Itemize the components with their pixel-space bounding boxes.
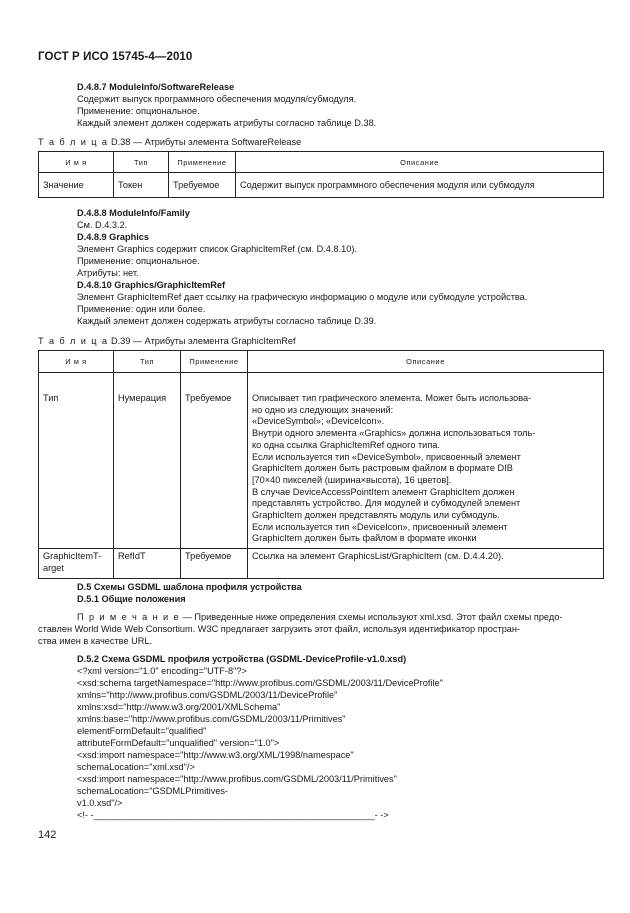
cell-type: RefIdT — [114, 549, 181, 578]
description-line: Если используется тип «DeviceIcon», присвоенный элемент — [252, 521, 508, 532]
paragraph-line: Применение: опциональное. — [77, 106, 200, 116]
paragraph-line: Атрибуты: нет. — [77, 268, 139, 278]
description-line: представлять устройство. Для модулей и субмодулей элемент — [252, 498, 521, 509]
code-line: schemaLocation="xml.xsd"/> — [77, 762, 195, 772]
document-header: ГОСТ Р ИСО 15745-4—2010 — [38, 51, 193, 63]
description-line: Описывает тип графического элемента. Может быть использова- — [252, 393, 532, 403]
table-d39 — [38, 350, 604, 579]
cell-name — [39, 549, 114, 578]
caption-text: D.38 — Атрибуты элемента SoftwareRelease — [110, 137, 302, 147]
code-line: <!- -_______________________________________________________- -> — [77, 810, 389, 820]
section-heading-d488: D.4.8.8 ModuleInfo/Family — [77, 208, 190, 218]
note-label: П р и м е ч а н и е — [77, 612, 181, 622]
column-header: Тип — [114, 351, 181, 373]
column-header: Применение — [181, 351, 248, 373]
table-row — [39, 173, 604, 198]
paragraph-line: Применение: один или более. — [77, 304, 206, 314]
code-line: attributeFormDefault="unqualified" version="1.0"> — [77, 738, 280, 748]
paragraph-line: Применение: опциональное. — [77, 256, 200, 266]
cell-usage: Требуемое — [181, 391, 248, 549]
cell-description: Содержит выпуск программного обеспечения модуля или субмодуля — [236, 173, 604, 198]
description-line: [70×40 пикселей (ширина×высота), 16 цветов]. — [252, 474, 452, 485]
note-text: — Приведенные ниже определения схемы используют xml.xsd. Этот файл схемы предо- — [182, 612, 563, 622]
cell-usage: Требуемое — [181, 549, 248, 578]
name-line: arget — [43, 562, 64, 573]
section-heading-d4810: D.4.8.10 Graphics/GraphicItemRef — [77, 280, 226, 290]
paragraph-line: См. D.4.3.2. — [77, 220, 128, 230]
code-line: xmlns:base="http://www.profibus.com/GSDML/2003/11/Primitives" — [77, 714, 346, 724]
code-line: <xsd:import namespace="http://www.profibus.com/GSDML/2003/11/Primitives" — [77, 774, 397, 784]
note-line: ставлен World Wide Web Consortium. W3C предлагает загрузить этот файл, используя идентификатор простран- — [38, 624, 521, 634]
cell-usage: Требуемое — [169, 173, 236, 198]
cell-description: Ссылка на элемент GraphicsList/GraphicItem (см. D.4.4.20). — [248, 549, 604, 578]
note-line — [77, 611, 562, 623]
description-line: «DeviceSymbol»; «DeviceIcon». — [252, 416, 385, 427]
paragraph-line: Содержит выпуск программного обеспечения модуля/субмодуля. — [77, 94, 357, 104]
cell-description — [248, 391, 604, 549]
description-line: но одно из следующих значений: — [252, 404, 394, 415]
cell-name: Тип — [39, 391, 114, 549]
description-line: GraphicItem должен представлять модуль или субмодуль. — [252, 510, 500, 521]
section-heading-d5: D.5 Схемы GSDML шаблона профиля устройства — [77, 582, 302, 592]
description-line: GraphicItem должен быть файлом в формате иконки — [252, 533, 477, 544]
column-header: Тип — [114, 152, 169, 173]
table-spacer-row — [39, 373, 604, 392]
code-line: elementFormDefault="qualified" — [77, 726, 207, 736]
code-line: v1.0.xsd"/> — [77, 798, 123, 808]
table-row — [39, 391, 604, 549]
code-line: schemaLocation="GSDMLPrimitives- — [77, 786, 229, 796]
caption-prefix: Т а б л и ц а — [38, 137, 109, 147]
paragraph-line: Элемент Graphics содержит список GraphicItemRef (см. D.4.8.10). — [77, 244, 357, 254]
caption-prefix: Т а б л и ц а — [38, 336, 109, 346]
column-header: И м я — [39, 351, 114, 373]
section-heading-d52: D.5.2 Схема GSDML профиля устройства (GSDML-DeviceProfile-v1.0.xsd) — [77, 654, 407, 664]
note-line: ства имен в качестве URL. — [38, 636, 153, 646]
code-line: <xsd:import namespace="http://www.w3.org/XML/1998/namespace" — [77, 750, 354, 760]
description-line: Внутри одного элемента «Graphics» должна использоваться толь- — [252, 428, 536, 439]
table-row — [39, 549, 604, 578]
cell-type: Нумерация — [114, 391, 181, 549]
section-heading-d489: D.4.8.9 Graphics — [77, 232, 150, 242]
description-line: В случае DeviceAccessPointItem элемент GraphicItem должен — [252, 486, 515, 497]
code-line: <?xml version="1.0" encoding="UTF-8"?> — [77, 666, 247, 676]
paragraph-line: Элемент GraphicItemRef дает ссылку на графическую информацию о модуле или субмодуле устройства. — [77, 292, 528, 302]
section-heading-d51: D.5.1 Общие положения — [77, 594, 186, 604]
name-line: GraphicItemT- — [43, 551, 102, 562]
table-d38 — [38, 151, 604, 198]
column-header: Применение — [169, 152, 236, 173]
table-caption-d38 — [38, 137, 301, 147]
description-line: GraphicItem должен быть растровым файлом в формате DIB — [252, 463, 513, 474]
table-header-row — [39, 152, 604, 173]
code-line: xmlns:xsd="http://www.w3.org/2001/XMLSchema" — [77, 702, 281, 712]
column-header: Описание — [248, 351, 604, 373]
cell-name: Значение — [39, 173, 114, 198]
caption-text: D.39 — Атрибуты элемента GraphicItemRef — [110, 336, 296, 346]
table-caption-d39 — [38, 336, 296, 346]
paragraph-line: Каждый элемент должен содержать атрибуты согласно таблице D.38. — [77, 118, 377, 128]
code-line: xmlns="http://www.profibus.com/GSDML/2003/11/DeviceProfile" — [77, 690, 338, 700]
table-header-row — [39, 351, 604, 373]
description-line: ко одна ссылка GraphicItemRef одного типа. — [252, 439, 440, 450]
section-heading-d487: D.4.8.7 ModuleInfo/SoftwareRelease — [77, 82, 235, 92]
page-number: 142 — [38, 829, 57, 841]
code-line: <xsd:schema targetNamespace="http://www.profibus.com/GSDML/2003/11/DeviceProfile" — [77, 678, 443, 688]
cell-type: Токен — [114, 173, 169, 198]
description-line: Если используется тип «DeviceSymbol», присвоенный элемент — [252, 451, 521, 462]
column-header: И м я — [39, 152, 114, 173]
column-header: Описание — [236, 152, 604, 173]
paragraph-line: Каждый элемент должен содержать атрибуты согласно таблице D.39. — [77, 316, 377, 326]
